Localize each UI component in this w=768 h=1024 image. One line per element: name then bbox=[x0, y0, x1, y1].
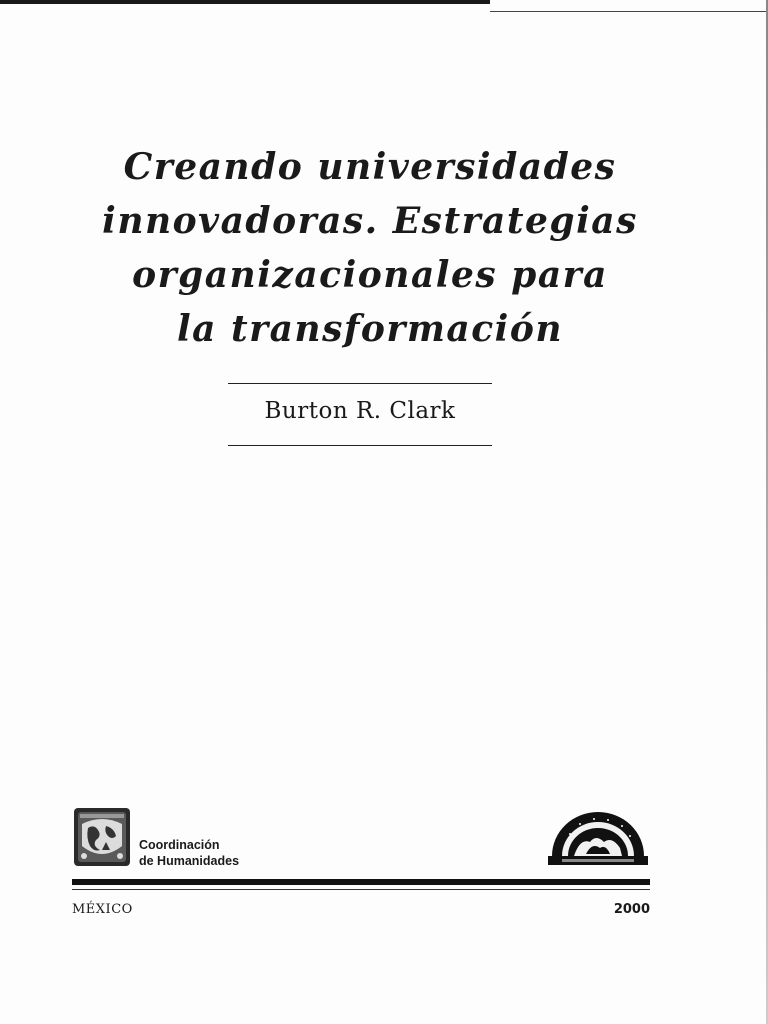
book-title bbox=[60, 140, 680, 356]
unam-seal-icon bbox=[72, 806, 132, 868]
footer-rule-thick bbox=[72, 879, 650, 885]
scan-edge-line bbox=[490, 11, 768, 12]
book-title-line-2: innovadoras. Estrategias bbox=[102, 200, 638, 242]
scan-edge-top bbox=[0, 0, 490, 4]
footer-rule-thin bbox=[72, 889, 650, 890]
author-rule-top bbox=[228, 383, 492, 384]
author-name: Burton R. Clark bbox=[264, 398, 456, 424]
publisher-arch-logo-icon bbox=[546, 808, 650, 866]
publication-year: 2000 bbox=[613, 902, 650, 917]
book-title-line-4: la transformación bbox=[176, 308, 564, 350]
author-rule-bottom bbox=[228, 445, 492, 446]
book-title-line-3: organizacionales para bbox=[132, 254, 608, 296]
coordination-label bbox=[139, 837, 239, 869]
book-title-line-1: Creando universidades bbox=[123, 146, 617, 188]
coordination-line-2: de Humanidades bbox=[139, 854, 240, 868]
publication-place: MÉXICO bbox=[72, 902, 133, 917]
coordination-line-1: Coordinación bbox=[139, 838, 220, 852]
